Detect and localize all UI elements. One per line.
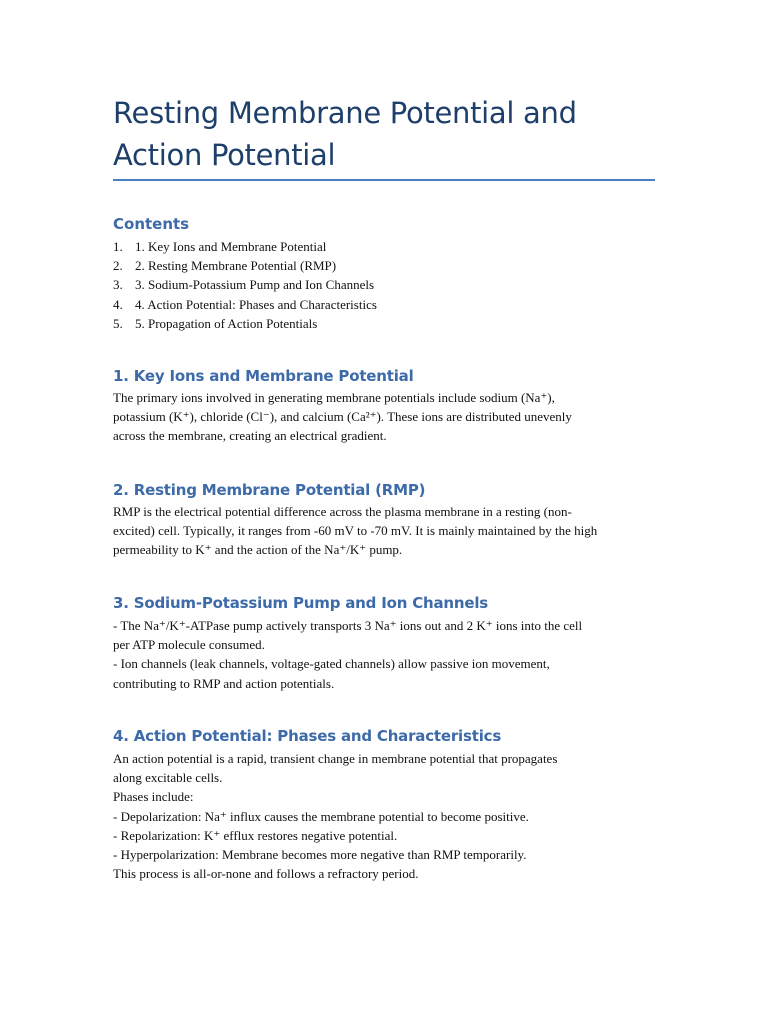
toc-item-number: 2. (113, 258, 123, 274)
body-line: potassium (K⁺), chloride (Cl⁻), and calcium (Ca²⁺). These ions are distributed unevenly (113, 409, 572, 425)
body-line: excited) cell. Typically, it ranges from -60 mV to -70 mV. It is mainly maintained by the high (113, 523, 598, 539)
body-line: The primary ions involved in generating membrane potentials include sodium (Na⁺), (113, 390, 555, 405)
contents-heading: Contents (113, 215, 190, 233)
body-line: - Repolarization: K⁺ efflux restores negative potential. (113, 827, 398, 843)
toc-item-label: 5. Propagation of Action Potentials (135, 315, 318, 331)
section-body-rmp (113, 502, 655, 560)
toc-item-number: 3. (113, 277, 123, 293)
toc-item[interactable] (113, 314, 377, 333)
body-line: Phases include: (113, 789, 194, 805)
document-title: Resting Membrane Potential and Action Potential (113, 96, 577, 172)
section-heading-rmp: 2. Resting Membrane Potential (RMP) (113, 481, 426, 499)
section-body-action-potential (113, 749, 655, 883)
body-line: per ATP molecule consumed. (113, 637, 265, 653)
toc-item-label: 1. Key Ions and Membrane Potential (135, 239, 327, 254)
body-line: RMP is the electrical potential difference across the plasma membrane in a resting (non- (113, 504, 572, 519)
body-line: permeability to K⁺ and the action of the Na⁺/K⁺ pump. (113, 542, 403, 558)
toc-item-number: 4. (113, 296, 123, 312)
section-heading-pump: 3. Sodium-Potassium Pump and Ion Channels (113, 594, 489, 612)
table-of-contents (113, 237, 377, 333)
body-line: across the membrane, creating an electrical gradient. (113, 428, 387, 444)
body-line: An action potential is a rapid, transient change in membrane potential that propagates (113, 751, 558, 766)
toc-item-number: 1. (113, 239, 123, 254)
body-line: - The Na⁺/K⁺-ATPase pump actively transports 3 Na⁺ ions out and 2 K⁺ ions into the cell (113, 618, 583, 633)
toc-item-label: 4. Action Potential: Phases and Characteristics (135, 296, 377, 312)
toc-item[interactable] (113, 256, 377, 275)
body-line: - Hyperpolarization: Membrane becomes more negative than RMP temporarily. (113, 847, 527, 863)
body-line: along excitable cells. (113, 770, 223, 786)
toc-item[interactable] (113, 237, 377, 256)
body-line: contributing to RMP and action potentials. (113, 675, 335, 691)
body-line: This process is all-or-none and follows a refractory period. (113, 866, 419, 882)
toc-item-number: 5. (113, 315, 123, 331)
section-body-pump (113, 616, 655, 693)
title-divider (113, 179, 655, 181)
toc-item-label: 3. Sodium-Potassium Pump and Ion Channels (135, 277, 375, 293)
section-body-key-ions (113, 388, 655, 446)
body-line: - Ion channels (leak channels, voltage-gated channels) allow passive ion movement, (113, 656, 550, 672)
toc-item[interactable] (113, 275, 377, 294)
toc-item-label: 2. Resting Membrane Potential (RMP) (135, 258, 337, 274)
section-heading-action-potential: 4. Action Potential: Phases and Characteristics (113, 727, 502, 745)
body-line: - Depolarization: Na⁺ influx causes the membrane potential to become positive. (113, 808, 529, 824)
section-heading-key-ions: 1. Key Ions and Membrane Potential (113, 367, 414, 385)
toc-item[interactable] (113, 295, 377, 314)
